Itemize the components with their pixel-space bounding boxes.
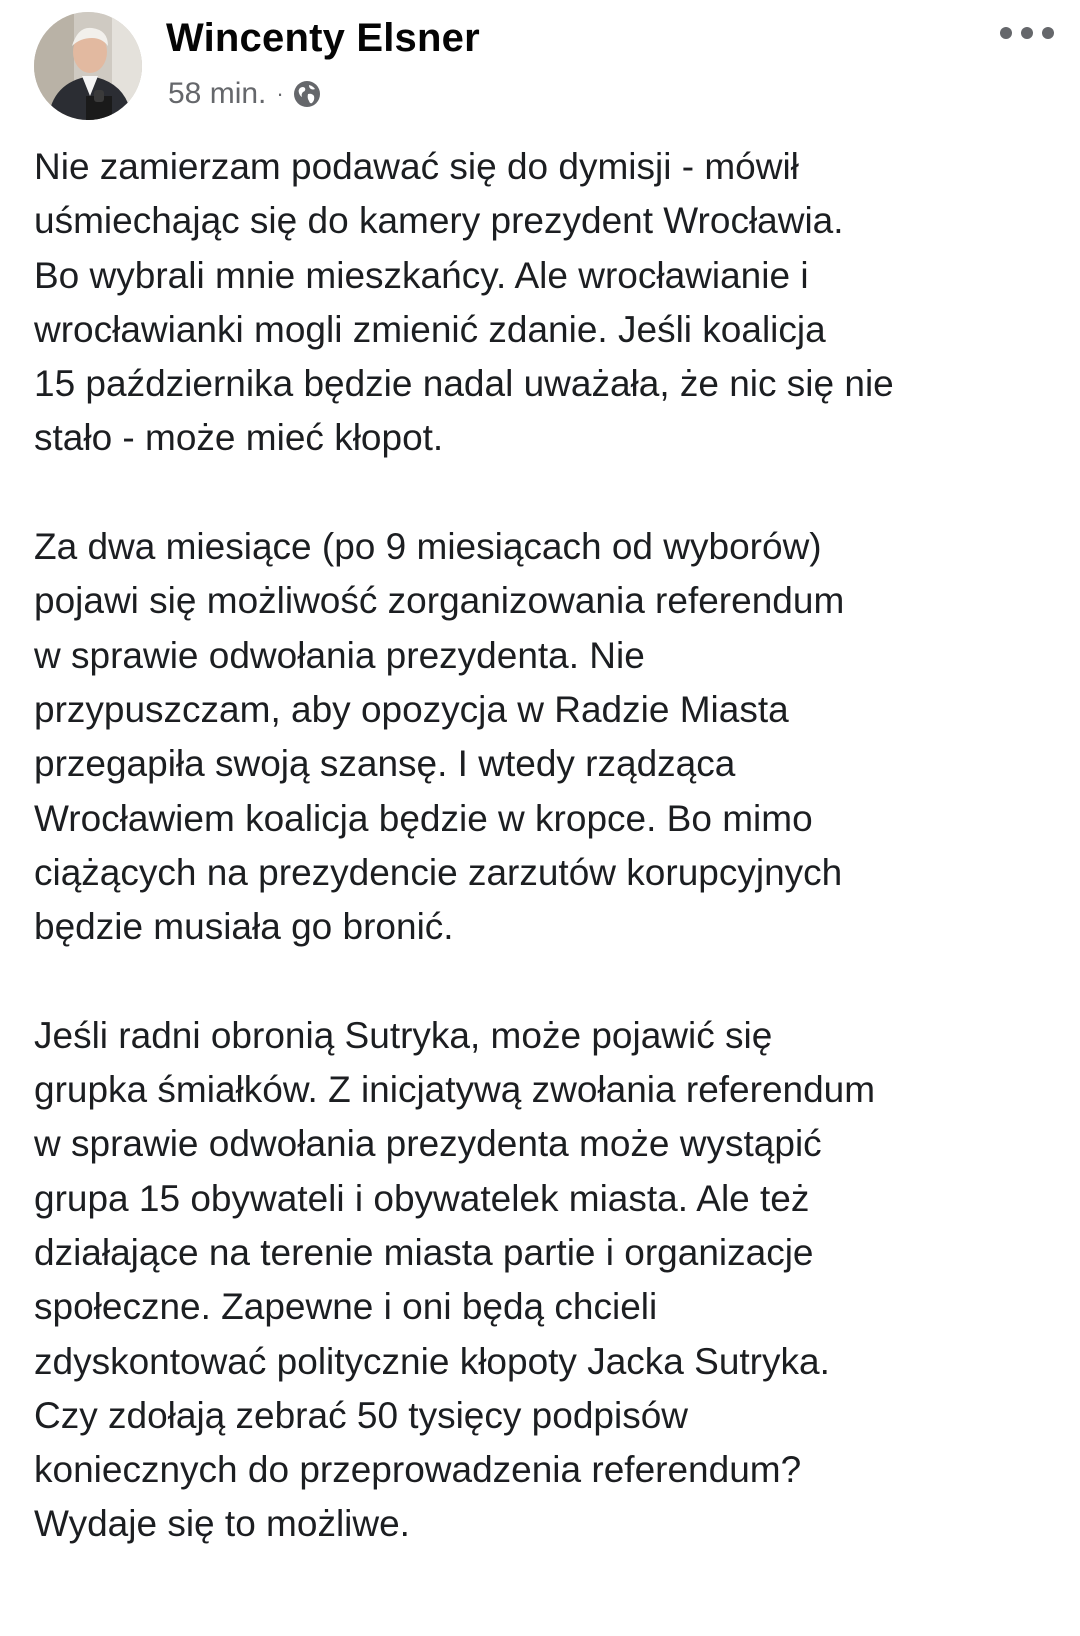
post-text-line: uśmiechając się do kamery prezydent Wrocławia.: [34, 200, 844, 242]
post-text-line: Czy zdołają zebrać 50 tysięcy podpisów: [34, 1394, 688, 1436]
post-text-line: działające na terenie miasta partie i organizacje: [34, 1231, 814, 1273]
post-text-line: przegapiła swoją szansę. I wtedy rządząca: [34, 743, 736, 785]
paragraph-gap: [34, 954, 1064, 1008]
post-text-line: Jeśli radni obronią Sutryka, może pojawić się: [34, 1014, 773, 1056]
post-text-line: pojawi się możliwość zorganizowania referendum: [34, 580, 845, 622]
post-text-line: społeczne. Zapewne i oni będą chcieli: [34, 1286, 658, 1328]
post-text-line: grupka śmiałków. Z inicjatywą zwołania referendum: [34, 1069, 876, 1111]
post-text-line: Za dwa miesiące (po 9 miesiącach od wyborów): [34, 526, 822, 568]
post-text-line: grupa 15 obywateli i obywatelek miasta. Ale też: [34, 1177, 810, 1219]
meta-separator: ·: [276, 81, 284, 106]
post-timestamp[interactable]: 58 min.: [168, 77, 267, 110]
post-text-line: Wrocławiem koalicja będzie w kropce. Bo mimo: [34, 797, 813, 839]
paragraph-gap: [34, 466, 1064, 520]
post-text-line: w sprawie odwołania prezydenta może wystąpić: [34, 1123, 822, 1165]
post-text-line: Wydaje się to możliwe.: [34, 1503, 410, 1545]
post-text-line: Nie zamierzam podawać się do dymisji - mówił: [34, 146, 799, 187]
author-name[interactable]: Wincenty Elsner: [166, 16, 480, 60]
post-body: [34, 140, 1064, 1552]
more-horizontal-icon[interactable]: [1000, 18, 1054, 48]
post-text-line: będzie musiała go bronić.: [34, 906, 454, 948]
post-header: [34, 12, 1054, 122]
post-text-line: Bo wybrali mnie mieszkańcy. Ale wrocławianie i: [34, 254, 809, 296]
globe-icon[interactable]: [292, 79, 322, 109]
post-text-line: w sprawie odwołania prezydenta. Nie: [34, 634, 645, 676]
more-dot: [1000, 27, 1012, 39]
more-dot: [1021, 27, 1033, 39]
post-text-line: 15 października będzie nadal uważała, że nic się nie: [34, 363, 894, 405]
post-text-line: zdyskontować politycznie kłopoty Jacka Sutryka.: [34, 1340, 830, 1382]
author-avatar[interactable]: [34, 12, 142, 120]
post-text-line: przypuszczam, aby opozycja w Radzie Miasta: [34, 688, 789, 730]
post-text-line: stało - może mieć kłopot.: [34, 417, 444, 459]
post-text-line: ciążących na prezydencie zarzutów korupcyjnych: [34, 851, 843, 893]
more-dot: [1042, 27, 1054, 39]
profile-photo-icon: [34, 12, 142, 120]
post-meta: [168, 74, 322, 114]
post-text-line: koniecznych do przeprowadzenia referendum?: [34, 1449, 802, 1491]
post-text-line: wrocławianki mogli zmienić zdanie. Jeśli koalicja: [34, 308, 826, 350]
